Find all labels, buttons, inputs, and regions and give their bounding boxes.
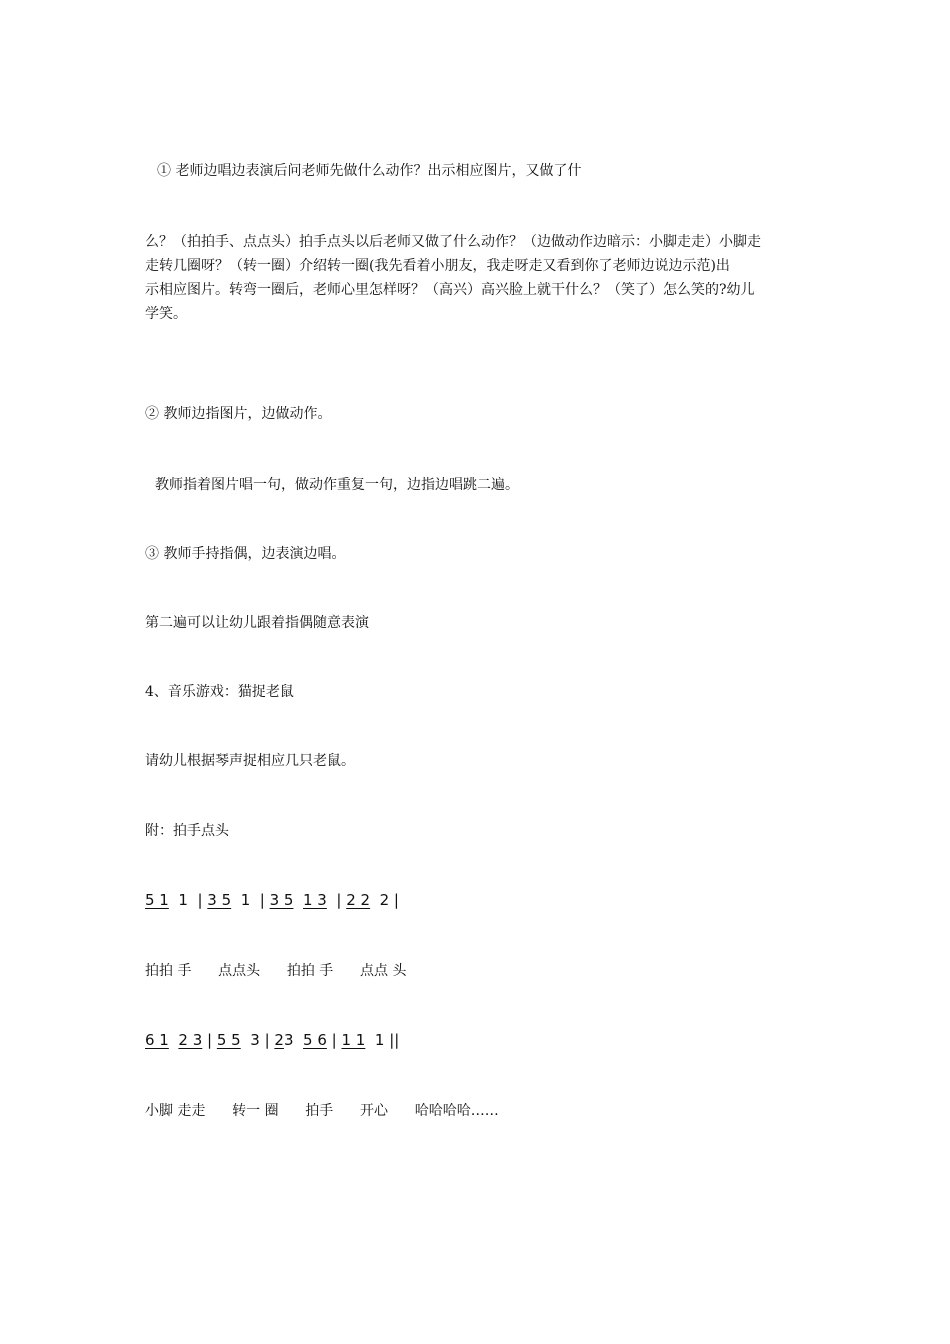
- paragraph-1-line: 示相应图片。转弯一圈后，老师心里怎样呀？（高兴）高兴脸上就干什么？（笑了）怎么笑的?幼儿: [145, 282, 755, 298]
- music-notation-line-2: [145, 1031, 399, 1049]
- note-text: 2 |: [370, 891, 399, 909]
- note-text: |: [326, 1031, 342, 1049]
- note-group: 6 1: [145, 1031, 169, 1049]
- note-group: 1 1: [341, 1031, 366, 1049]
- note-text: 3 |: [240, 1031, 275, 1049]
- paragraph-1-line: 走转几圈呀？（转一圈）介绍转一圈(我先看着小朋友，我走呀走又看到你了老师边说边示范)出: [145, 258, 730, 274]
- paragraph-1-body: [145, 230, 815, 326]
- note-text: [169, 1031, 179, 1049]
- note-text: 1 |: [168, 891, 208, 909]
- note-group: 5 1: [145, 891, 169, 909]
- note-group: 3 5: [269, 891, 294, 909]
- note-text: |: [202, 1031, 217, 1049]
- lyrics-line-1: 拍拍 手 点点头 拍拍 手 点点 头: [145, 963, 407, 979]
- paragraph-2: ② 教师边指图片，边做动作。: [145, 406, 332, 422]
- paragraph-5: 第二遍可以让幼儿跟着指偶随意表演: [145, 615, 369, 631]
- note-text: 1 |: [231, 891, 270, 909]
- note-text: |: [326, 891, 347, 909]
- note-group: 3 5: [207, 891, 232, 909]
- paragraph-4: ③ 教师手持指偶，边表演边唱。: [145, 546, 346, 562]
- appendix-title: 附：拍手点头: [145, 823, 229, 839]
- note-group: 2 3: [178, 1031, 203, 1049]
- note-text: 3: [283, 1031, 304, 1049]
- lyrics-line-2: 小脚 走走 转一 圈 拍手 开心 哈哈哈哈……: [145, 1103, 499, 1119]
- paragraph-3: 教师指着图片唱一句，做动作重复一句，边指边唱跳二遍。: [155, 477, 519, 493]
- note-group: 2: [274, 1031, 284, 1049]
- music-notation-line-1: [145, 891, 399, 909]
- note-text: 1 ||: [365, 1031, 400, 1049]
- paragraph-1-line: 学笑。: [145, 306, 187, 322]
- paragraph-1-line: 么？（拍拍手、点点头）拍手点头以后老师又做了什么动作？（边做动作边暗示：小脚走走）小脚走: [145, 234, 761, 250]
- note-text: [293, 891, 303, 909]
- note-group: 5 6: [303, 1031, 327, 1049]
- paragraph-1-first-line: ① 老师边唱边表演后问老师先做什么动作？出示相应图片，又做了什: [157, 163, 582, 179]
- note-group: 5 5: [216, 1031, 241, 1049]
- paragraph-7: 请幼儿根据琴声捉相应几只老鼠。: [145, 753, 355, 769]
- note-group: 2 2: [346, 891, 371, 909]
- note-group: 1 3: [303, 891, 327, 909]
- section-heading-music-game: 4、音乐游戏：猫捉老鼠: [145, 684, 294, 700]
